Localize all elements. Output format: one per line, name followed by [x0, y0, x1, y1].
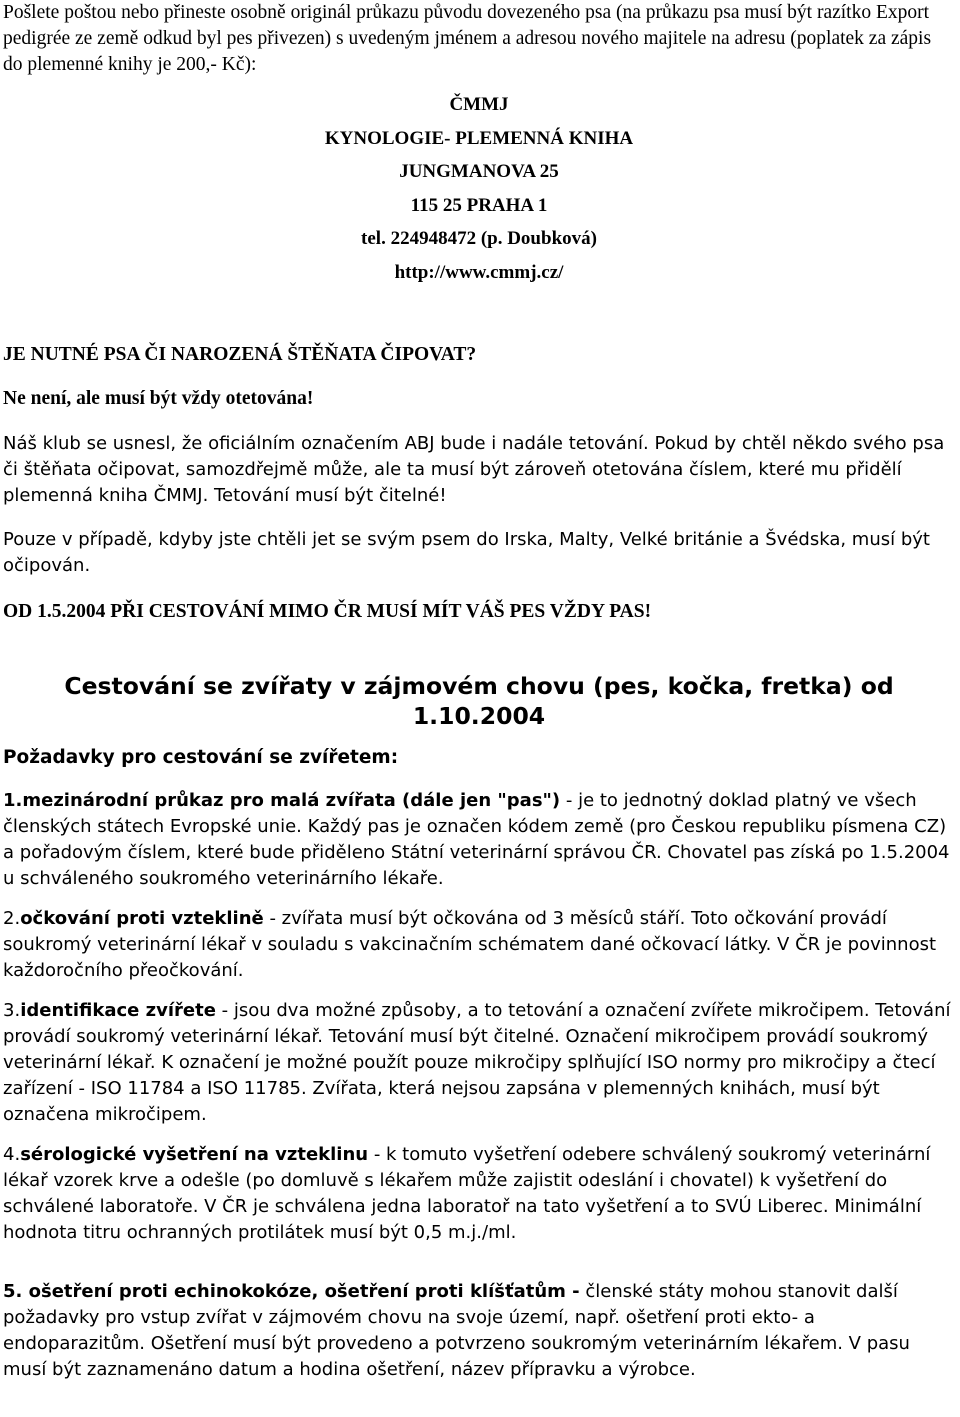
requirement-5-text: členské státy mohou stanovit další požadavky pro vstup zvířat v zájmovém chovu na svoje území, např. ošetření proti ekto- a endoparazitům. Ošetření musí být provedeno a potvrzeno soukromým veterinárním lékařem. V pasu musí být zaznamenáno datum a hodina ošetření, název přípravku a výrobce. — [3, 1281, 910, 1380]
address-block — [3, 88, 955, 289]
requirement-3-text: - jsou dva možné způsoby, a to tetování a označení zvířete mikročipem. Tetování provádí soukromý veterinární lékař. Tetování musí být čitelné. Označení mikročipem provádí soukromý veterinární lékař. K označení je možné použít pouze mikročipy splňující ISO normy pro mikročipy a čtecí zařízení - ISO 11784 a ISO 11785. Zvířata, která nejsou zapsána v plemenných knihách, musí být označena mikročipem. — [3, 1000, 951, 1125]
requirement-2-text: - zvířata musí být očkována od 3 měsíců stáří. Toto očkování provádí soukromý veterinární lékař v souladu s vakcinačním schématem dané očkovací látky. V ČR je povinnost každoročního přeočkování. — [3, 908, 937, 981]
requirement-2 — [3, 906, 955, 984]
requirement-3-num: 3. — [3, 1000, 21, 1021]
address-dept: KYNOLOGIE- PLEMENNÁ KNIHA — [324, 127, 634, 149]
requirement-3-title: identifikace zvířete — [20, 1000, 216, 1021]
passport-notice: OD 1.5.2004 PŘI CESTOVÁNÍ MIMO ČR MUSÍ MÍT VÁŠ PES VŽDY PAS! — [3, 601, 652, 622]
answer-heading: Ne není, ale musí být vždy otetována! — [3, 388, 314, 409]
requirement-2-title: očkování proti vzteklině — [20, 908, 264, 929]
address-street: JUNGMANOVA 25 — [399, 161, 559, 182]
requirement-4-num: 4. — [3, 1144, 21, 1165]
address-phone: tel. 224948472 (p. Doubková) — [361, 228, 597, 249]
address-org: ČMMJ — [449, 94, 509, 115]
requirement-4 — [3, 1142, 955, 1246]
section-heading: Cestování se zvířaty v zájmovém chovu (pes, kočka, fretka) od 1.10.2004 — [64, 672, 894, 730]
requirement-5 — [3, 1279, 955, 1383]
requirement-3 — [3, 998, 955, 1128]
requirement-2-num: 2. — [3, 908, 21, 929]
travel-paragraph: Pouze v případě, kdyby jste chtěli jet se svým psem do Irska, Malty, Velké británie a Švédska, musí být očipován. — [3, 529, 930, 576]
requirement-4-title: sérologické vyšetření na vzteklinu — [20, 1144, 369, 1165]
address-city: 115 25 PRAHA 1 — [410, 194, 548, 216]
question-heading: JE NUTNÉ PSA ČI NAROZENÁ ŠTĚŇATA ČIPOVAT? — [3, 344, 477, 365]
requirement-4-text: - k tomuto vyšetření odebere schválený soukromý veterinární lékař vzorek krve a odešle (po domluvě s lékařem může zajistit odeslání i chovatel) k vyšetření do schválené laboratoře. V ČR je schválena jedna laboratoř na tato vyšetření a to SVÚ Liberec. Minimální hodnota titru ochranných protilátek musí být 0,5 m.j./ml. — [3, 1144, 931, 1243]
requirements-subheading: Požadavky pro cestování se zvířetem: — [3, 747, 399, 768]
club-paragraph: Náš klub se usnesl, že oficiálním označením ABJ bude i nadále tetování. Pokud by chtěl někdo svého psa či štěňata očipovat, samozdřejmě může, ale ta musí být zároveň otetována číslem, které mu přidělí plemenná kniha ČMMJ. Tetování musí být čitelné! — [3, 433, 945, 506]
requirement-5-title: 5. ošetření proti echinokokóze, ošetření proti klíšťatům - — [3, 1281, 580, 1302]
document-page — [3, 0, 955, 1383]
requirement-1-title: 1.mezinárodní průkaz pro malá zvířata (dále jen "pas") — [3, 790, 561, 811]
address-url[interactable]: http://www.cmmj.cz/ — [394, 261, 564, 283]
requirement-1 — [3, 788, 955, 892]
requirement-1-text: - je to jednotný doklad platný ve všech členských státech Evropské unie. Každý pas je označen kódem země (pro Českou republiku písmena CZ) a pořadovým číslem, které bude přiděleno Státní veterinární správou ČR. Chovatel pas získá po 1.5.2004 u schváleného soukromého veterinárního lékaře. — [3, 790, 950, 889]
intro-paragraph: Pošlete poštou nebo přineste osobně originál průkazu původu dovezeného psa (na průkazu psa musí být razítko Export pedigrée ze země odkud byl pes přivezen) s uvedeným jménem a adresou nového majitele na adresu (poplatek za zápis do plemenné knihy je 200,- Kč): — [3, 2, 932, 75]
